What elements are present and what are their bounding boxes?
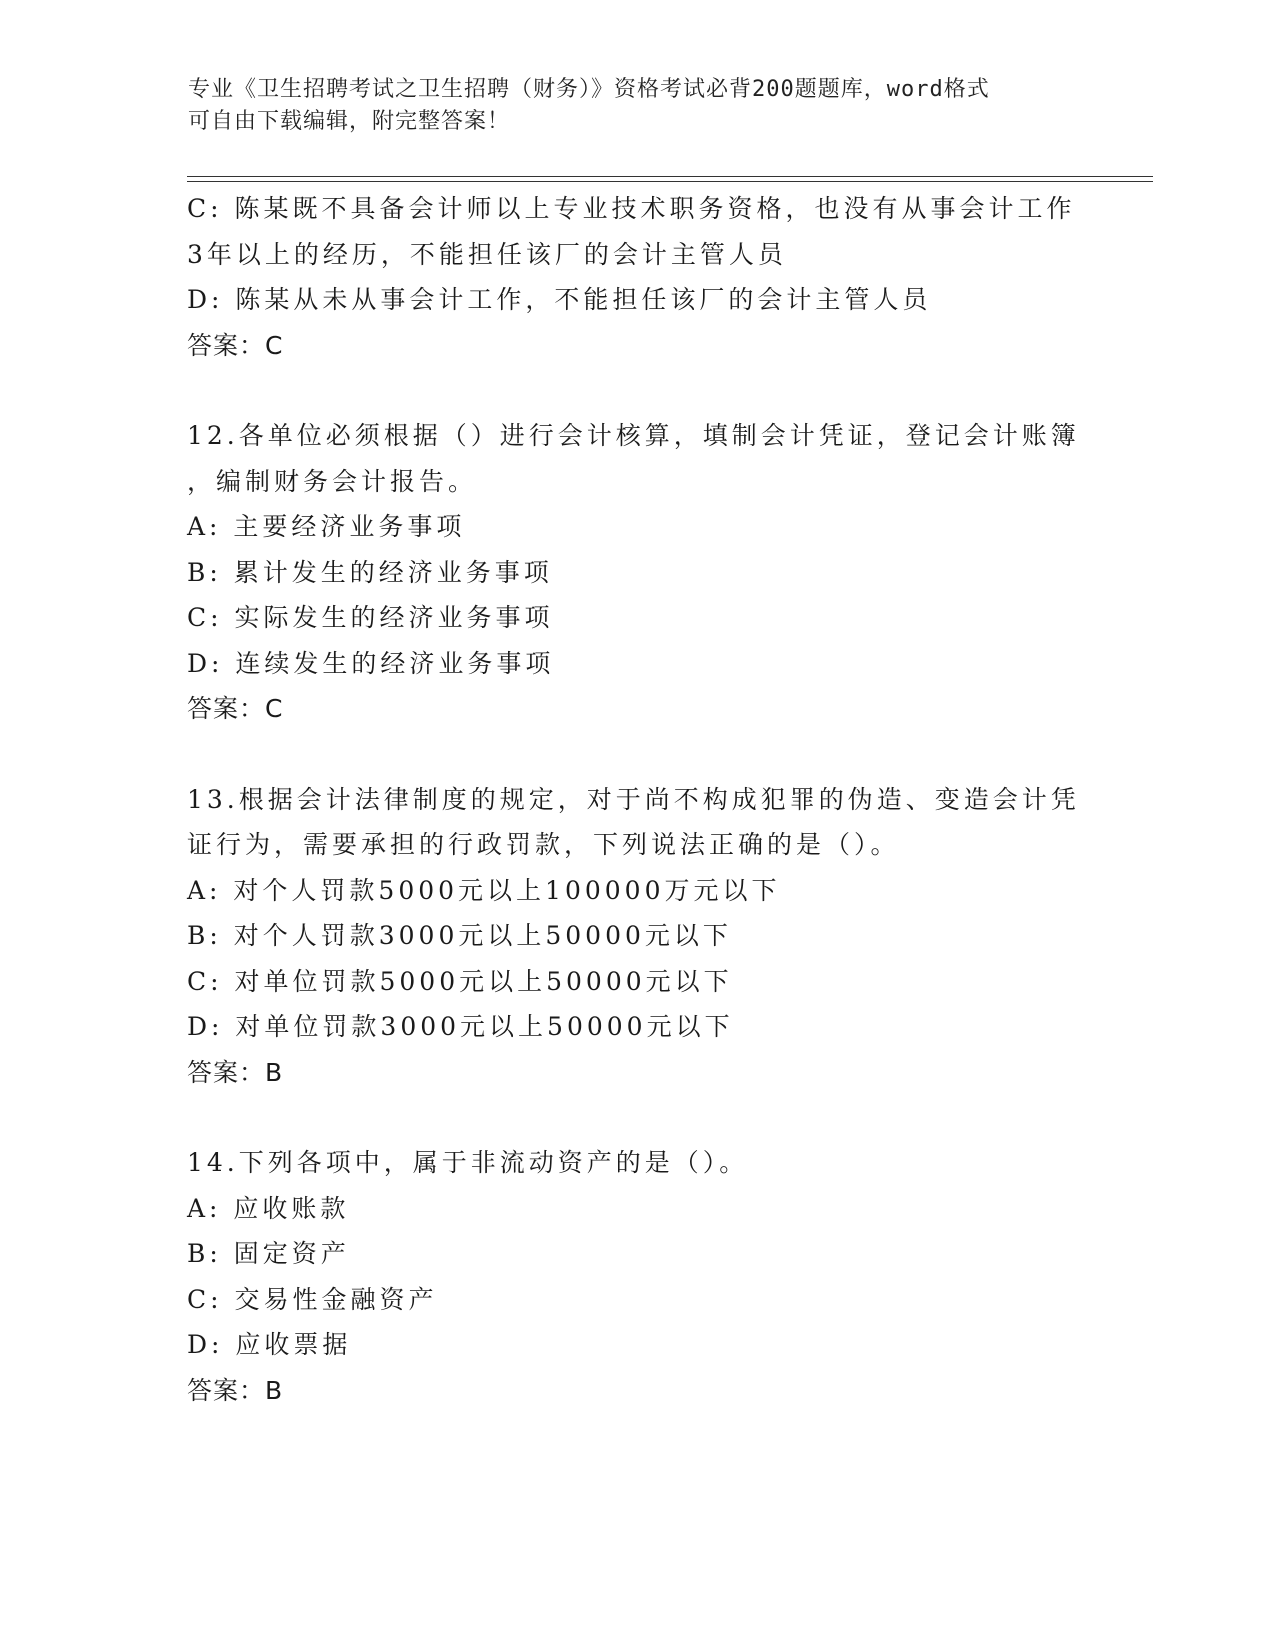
option-c: C: 实际发生的经济业务事项 — [187, 603, 554, 632]
option-a: A: 应收账款 — [187, 1193, 350, 1223]
question-stem-line-2: ，编制财务会计报告。 — [187, 466, 478, 496]
option-b: B: 固定资产 — [187, 1239, 350, 1268]
question-block-continued — [187, 186, 1087, 368]
question-stem-line-1: 13.根据会计法律制度的规定，对于尚不构成犯罪的伪造、变造会计凭 — [187, 784, 1080, 814]
document-header — [188, 74, 1088, 138]
question-block-14 — [187, 1140, 1087, 1413]
header-divider-bottom — [187, 181, 1153, 182]
answer: 答案：B — [187, 1375, 284, 1405]
answer: 答案：C — [187, 694, 284, 723]
answer: 答案：C — [187, 330, 284, 360]
option-c: C: 对单位罚款5000元以上50000元以下 — [187, 966, 733, 996]
option-d: D: 陈某从未从事会计工作，不能担任该厂的会计主管人员 — [187, 285, 932, 314]
header-divider-top — [187, 176, 1153, 177]
option-d: D: 连续发生的经济业务事项 — [187, 648, 555, 678]
option-a: A: 主要经济业务事项 — [187, 512, 466, 541]
spacer — [187, 1095, 1087, 1140]
header-title-line-1: 专业《卫生招聘考试之卫生招聘（财务）》资格考试必背200题题库，word格式 — [188, 77, 990, 102]
option-c-line-1: C: 陈某既不具备会计师以上专业技术职务资格，也没有从事会计工作 — [187, 194, 1076, 223]
question-stem-line-1: 12.各单位必须根据（）进行会计核算，填制会计凭证，登记会计账簿 — [187, 421, 1080, 450]
option-b: B: 累计发生的经济业务事项 — [187, 557, 553, 587]
question-block-13 — [187, 777, 1087, 1096]
question-stem: 14.下列各项中，属于非流动资产的是（）。 — [187, 1148, 749, 1177]
header-title-line-2: 可自由下载编辑，附完整答案！ — [188, 109, 511, 134]
option-c: C: 交易性金融资产 — [187, 1284, 438, 1314]
question-stem-line-2: 证行为，需要承担的行政罚款，下列说法正确的是（）。 — [187, 830, 900, 859]
question-block-12 — [187, 413, 1087, 732]
option-d: D: 应收票据 — [187, 1330, 352, 1359]
spacer — [187, 732, 1087, 777]
option-a: A: 对个人罚款5000元以上100000万元以下 — [187, 875, 781, 905]
option-d: D: 对单位罚款3000元以上50000元以下 — [187, 1012, 734, 1041]
option-b: B: 对个人罚款3000元以上50000元以下 — [187, 921, 732, 950]
option-c-line-2: 3年以上的经历，不能担任该厂的会计主管人员 — [187, 239, 787, 269]
answer: 答案：B — [187, 1057, 284, 1087]
spacer — [187, 368, 1087, 413]
question-list — [187, 186, 1087, 1413]
